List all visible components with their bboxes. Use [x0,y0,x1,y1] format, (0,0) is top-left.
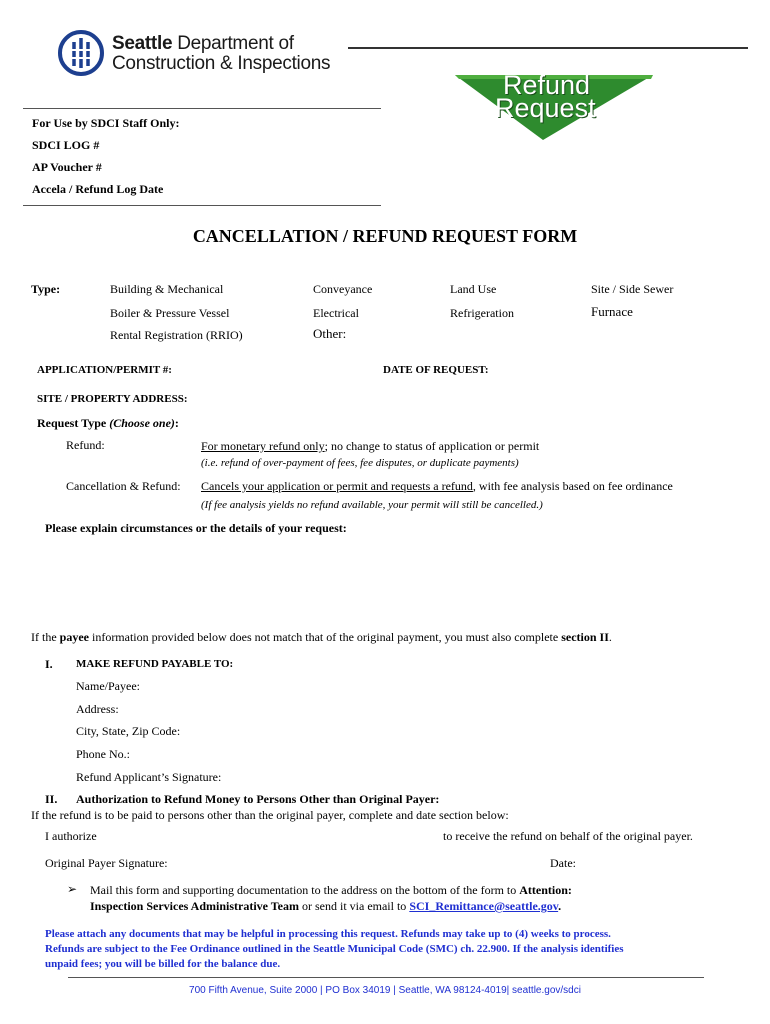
section1-number: I. [45,657,53,671]
city-state-zip-label: City, State, Zip Code: [76,724,181,738]
payer-date-label: Date: [550,856,576,870]
applicant-signature-label: Refund Applicant’s Signature: [76,770,222,784]
site-address-label: SITE / PROPERTY ADDRESS: [37,393,188,405]
cancel-refund-option-note: (If fee analysis yields no refund available, your permit will still be cancelled.) [201,499,543,511]
type-option-furnace[interactable]: Furnace [591,304,633,319]
section2-number: II. [45,792,58,806]
mail-instructions: Mail this form and supporting documentation to the address on the bottom of the form to Attention: Inspection Services Administrative Team or send it via email to SCI_Remittance@seattle.gov. [90,883,572,913]
payee-note: If the payee information provided below does not match that of the original payment, you must also complete section II. [31,630,612,644]
type-option-refrigeration[interactable]: Refrigeration [450,306,514,320]
form-title: CANCELLATION / REFUND REQUEST FORM [192,226,578,246]
cancel-refund-option-label[interactable]: Cancellation & Refund: [66,479,181,493]
phone-label: Phone No.: [76,747,130,761]
org-name-line2: Construction & Inspections [112,53,331,74]
staff-use-box [23,108,381,206]
cancel-refund-option-desc: Cancels your application or permit and requests a refund, with fee analysis based on fee ordinance [201,479,673,493]
refund-request-badge [455,72,655,142]
type-option-electrical[interactable]: Electrical [313,306,359,320]
payer-signature-label: Original Payer Signature: [45,856,168,870]
email-link[interactable]: SCI_Remittance@seattle.gov [409,899,559,913]
address-label: Address: [76,702,119,716]
footer-address: 700 Fifth Avenue, Suite 2000 | PO Box 34019 | Seattle, WA 98124-4019| seattle.gov/sdci [189,985,581,996]
refund-option-note: (i.e. refund of over-payment of fees, fee disputes, or duplicate payments) [201,457,519,469]
type-option-building[interactable]: Building & Mechanical [110,282,224,296]
type-option-boiler[interactable]: Boiler & Pressure Vessel [110,306,230,320]
seattle-emblem-icon [58,28,104,78]
refund-option-label[interactable]: Refund: [66,438,105,452]
staff-title: For Use by SDCI Staff Only: [32,116,180,130]
org-name-rest: Department of [177,33,294,54]
section1-title: MAKE REFUND PAYABLE TO: [76,658,234,670]
refund-option-desc: For monetary refund only; no change to status of application or permit [201,439,540,453]
authorize-rest: to receive the refund on behalf of the original payer. [443,829,693,843]
date-of-request-label: DATE OF REQUEST: [383,364,489,376]
badge-line2: Request [495,93,596,123]
type-label: Type: [31,282,61,296]
type-option-site-sewer[interactable]: Site / Side Sewer [591,282,674,296]
footer-rule [68,977,704,978]
explain-textarea[interactable] [45,540,725,620]
section2-desc: If the refund is to be paid to persons other than the original payer, complete and date section below: [31,808,509,822]
badge-line1: Refund [503,70,591,100]
sdci-log-label: SDCI LOG # [32,138,100,152]
type-option-other[interactable]: Other: [313,326,347,341]
processing-note: Please attach any documents that may be helpful in processing this request. Refunds may take up to (4) weeks to process. Refunds are subject to the Fee Ordinance outlined in the Seattle Municipal Code (SMC) ch. 22.900. If the analysis identifies unpaid fees; you will be billed for the balance due. [45,928,624,970]
section2-title: Authorization to Refund Money to Persons Other than Original Payer: [76,792,440,806]
type-option-conveyance[interactable]: Conveyance [313,282,373,296]
sdci-logo [58,28,348,80]
explain-label: Please explain circumstances or the details of your request: [45,521,347,535]
header-rule [348,47,748,49]
request-type-heading: Request Type (Choose one): [37,416,179,430]
accela-date-label: Accela / Refund Log Date [32,182,164,196]
type-option-rental[interactable]: Rental Registration (RRIO) [110,328,243,342]
type-option-land-use[interactable]: Land Use [450,282,497,296]
ap-voucher-label: AP Voucher # [32,160,102,174]
application-permit-label: APPLICATION/PERMIT #: [37,364,172,376]
authorize-label: I authorize [45,829,97,843]
payee-name-label: Name/Payee: [76,679,140,693]
org-name-bold: Seattle [112,33,173,54]
mail-arrow-icon: ➢ [67,882,78,896]
